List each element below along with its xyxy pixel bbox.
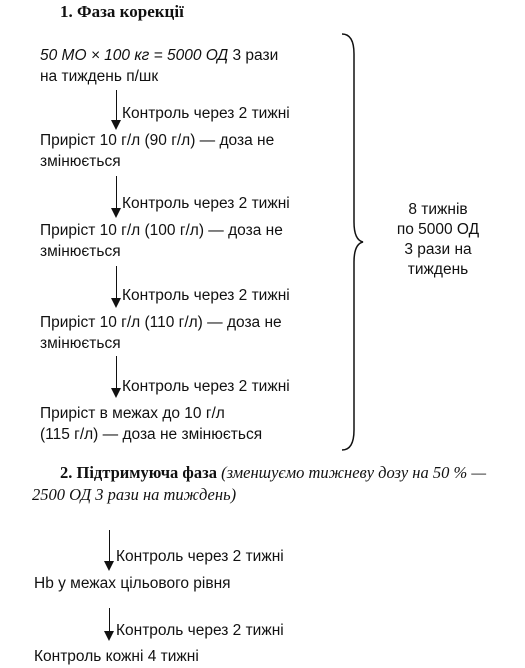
curly-brace <box>330 30 370 455</box>
control-label: Контроль через 2 тижні <box>122 378 290 395</box>
result-line: Приріст 10 г/л (110 г/л) — доза не <box>40 314 282 331</box>
result-line: (115 г/л) — доза не змінюється <box>40 426 263 443</box>
phase2-result: Контроль кожні 4 тижні <box>34 648 199 665</box>
result-block <box>40 130 274 172</box>
phase1-duration-note <box>378 200 498 280</box>
dose-formula: 50 МО × 100 кг = 5000 ОД <box>40 47 229 64</box>
result-line: змінюється <box>40 243 121 260</box>
result-block <box>40 403 262 445</box>
side-note-line: тиждень <box>407 261 469 278</box>
result-line: Приріст 10 г/л (90 г/л) — доза не <box>40 132 275 149</box>
dose-frequency-line2: на тиждень п/шк <box>40 68 159 85</box>
result-block <box>40 312 282 354</box>
phase2-heading-block <box>32 462 512 506</box>
phase2-result: Hb у межах цільового рівня <box>34 575 231 592</box>
result-line: змінюється <box>40 335 121 352</box>
phase2-note: (зменшуємо тижневу дозу на 50 % — 2500 ОД 3 рази на тиждень) <box>32 463 487 504</box>
control-label: Контроль через 2 тижні <box>116 622 284 639</box>
initial-dose-block <box>40 45 278 87</box>
result-line: Приріст в межах до 10 г/л <box>40 405 225 422</box>
side-note-line: по 5000 ОД <box>396 221 480 238</box>
result-line: змінюється <box>40 153 121 170</box>
control-label: Контроль через 2 тижні <box>122 195 290 212</box>
result-block <box>40 220 283 262</box>
side-note-line: 8 тижнів <box>408 201 468 218</box>
control-label: Контроль через 2 тижні <box>122 287 290 304</box>
down-arrow-icon <box>104 530 116 571</box>
dose-frequency-line1: 3 рази <box>228 47 279 64</box>
control-label: Контроль через 2 тижні <box>116 548 284 565</box>
phase2-heading: 2. Підтримуюча фаза <box>60 463 217 482</box>
phase1-heading: 1. Фаза корекції <box>60 2 184 21</box>
down-arrow-icon <box>104 608 116 641</box>
result-line: Приріст 10 г/л (100 г/л) — доза не <box>40 222 283 239</box>
control-label: Контроль через 2 тижні <box>122 105 290 122</box>
side-note-line: 3 рази на <box>404 241 472 258</box>
